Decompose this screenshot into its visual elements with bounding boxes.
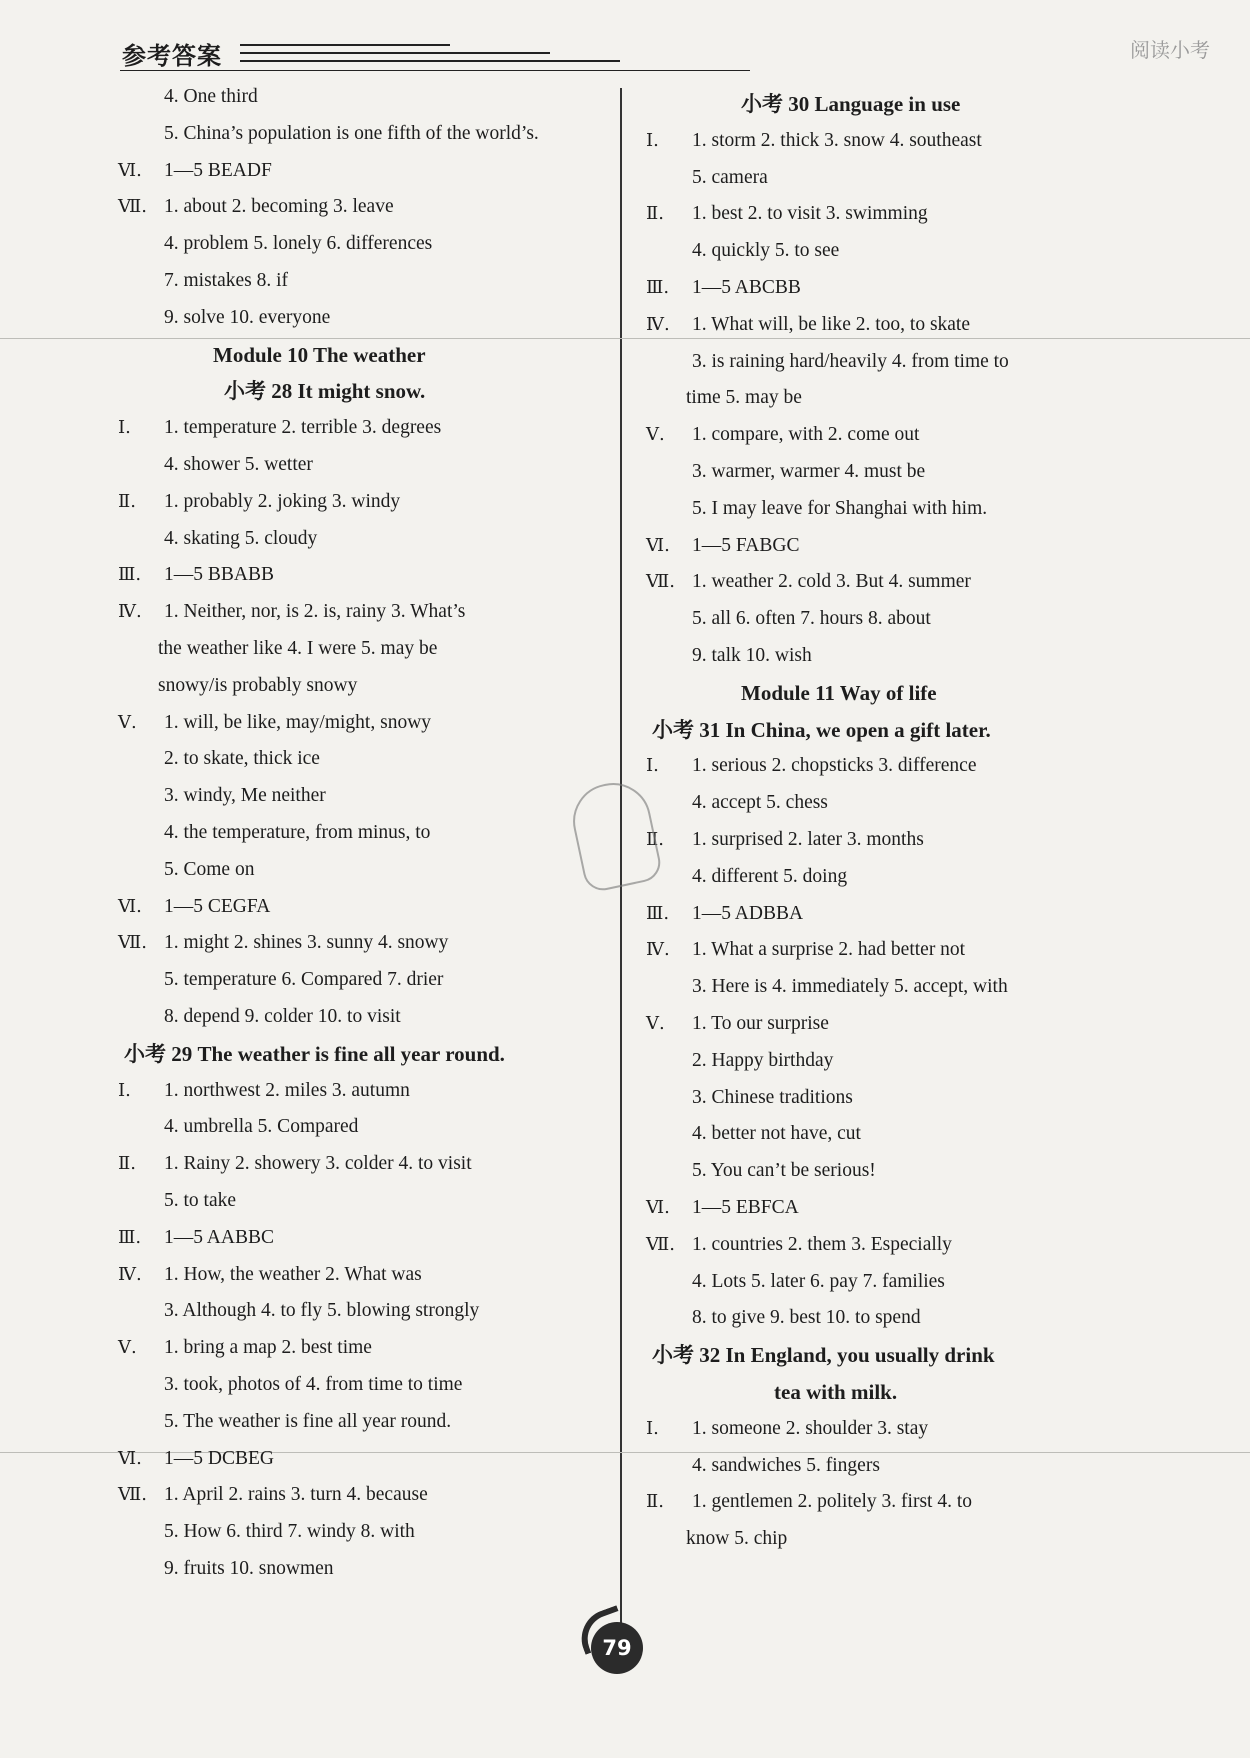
answer-text: 1. Rainy 2. showery 3. colder 4. to visit [164,1153,472,1175]
answer-line [692,862,847,892]
answer-text: 1. April 2. rains 3. turn 4. because [164,1484,428,1506]
answer-text: 1. someone 2. shoulder 3. stay [692,1417,929,1439]
section-heading [224,376,425,406]
answer-line [164,450,313,480]
answer-line [692,1451,880,1481]
roman-numeral: Ⅶ. [118,196,147,218]
answer-line [692,788,828,818]
answer-line [692,163,768,193]
answer-line [118,1333,372,1363]
answer-text: 1. serious 2. chopsticks 3. difference [692,755,977,777]
roman-numeral: Ⅱ. [646,203,664,225]
header-rule-2 [240,52,550,54]
answer-text: 4. better not have, cut [692,1123,861,1145]
answer-text: 5. all 6. often 7. hours 8. about [692,608,931,630]
roman-numeral: Ⅶ. [646,1233,675,1255]
answer-line [646,751,976,781]
answer-line [164,818,430,848]
answer-text: 3. windy, Me neither [164,785,326,807]
answer-text: 1. compare, with 2. come out [692,424,920,446]
answer-text: 3. Although 4. to fly 5. blowing strongly [164,1300,480,1322]
answer-text: 小考 32 In England, you usually drink [652,1343,995,1368]
answer-line [164,82,258,112]
answer-line [164,266,288,296]
roman-numeral: Ⅳ. [646,313,670,335]
answer-text: 1. How, the weather 2. What was [164,1263,422,1285]
answer-text: 2. to skate, thick ice [164,748,320,770]
page-header-title: 参考答案 [122,42,222,70]
answer-line [646,310,970,340]
answer-text: 1. bring a map 2. best time [164,1337,372,1359]
answer-text: 7. mistakes 8. if [164,270,289,291]
answer-text: 4. skating 5. cloudy [164,527,318,549]
answer-line [646,273,801,303]
answer-text: 5. Come on [164,858,255,880]
answer-text: 5. How 6. third 7. windy 8. with [164,1521,415,1543]
answer-line [118,1260,422,1290]
answer-text: 3. Here is 4. immediately 5. accept, with [692,976,1008,998]
answer-line [164,1554,334,1584]
answer-line [646,1009,829,1039]
answer-text: 4. sandwiches 5. fingers [692,1454,880,1476]
answer-line [118,928,448,958]
answer-text: 9. talk 10. wish [692,645,812,666]
answer-text: 4. One third [164,86,258,107]
answer-text: 2. Happy birthday [692,1049,834,1071]
answer-text: 1. surprised 2. later 3. months [692,829,924,850]
answer-text: 5. temperature 6. Compared 7. drier [164,969,444,991]
answer-line [646,420,919,450]
answer-text: 4. problem 5. lonely 6. differences [164,233,433,255]
answer-line [164,1002,401,1032]
answer-line [164,229,432,259]
answer-line [164,855,254,885]
answer-text: 1. To our surprise [692,1013,829,1034]
answer-text: 4. the temperature, from minus, to [164,822,431,843]
answer-line [164,744,320,774]
answer-text: 1. storm 2. thick 3. snow 4. southeast [692,129,982,151]
answer-line [692,1119,861,1149]
answer-line [118,156,272,186]
answer-line [164,1407,451,1437]
answer-text: 1—5 FABGC [692,534,800,556]
answer-text: 1—5 AABBC [164,1226,274,1248]
answer-line [164,1186,236,1216]
answer-text: snowy/is probably snowy [158,674,358,696]
section-heading [652,715,991,745]
answer-text: 1. weather 2. cold 3. But 4. summer [692,571,971,593]
answer-line [118,1076,410,1106]
answer-text: 1. might 2. shines 3. sunny 4. snowy [164,932,449,954]
header-rule-3 [240,60,620,62]
answer-line [164,1370,462,1400]
answer-text: 4. quickly 5. to see [692,240,840,262]
answer-text: time 5. may be [686,387,802,409]
answer-text: 1—5 ABCBB [692,277,801,298]
answer-text: 3. is raining hard/heavily 4. from time to [692,350,1009,372]
roman-numeral: Ⅲ. [118,564,142,586]
answer-text: 1—5 CEGFA [164,895,271,917]
answer-text: know 5. chip [686,1528,788,1550]
answer-text: 1. will, be like, may/might, snowy [164,711,432,733]
roman-numeral: Ⅵ. [118,895,142,917]
stamp-seal [566,776,664,894]
answer-line [692,1156,876,1186]
answer-text: 3. took, photos of 4. from time to time [164,1374,463,1395]
answer-line [118,1480,428,1510]
answer-text: 3. Chinese traditions [692,1086,853,1108]
header-corner-text: 阅读小考 [1130,38,1210,62]
answer-line [118,1444,274,1474]
answer-text: 5. camera [692,166,768,188]
answer-line [164,1296,479,1326]
answer-line [118,892,270,922]
answer-line [164,1517,415,1547]
roman-numeral: Ⅶ. [646,571,675,593]
answer-line [692,1046,833,1076]
roman-numeral: Ⅲ. [118,1226,142,1248]
roman-numeral: Ⅰ. [646,129,659,151]
roman-numeral: Ⅱ. [118,490,136,512]
answer-text: 5. China’s population is one fifth of the world’s. [164,122,539,144]
roman-numeral: Ⅰ. [646,755,659,777]
answer-text: 1. What a surprise 2. had better not [692,939,966,961]
section-heading [774,1377,897,1407]
answer-line [646,1414,928,1444]
roman-numeral: Ⅴ. [646,1013,665,1034]
answer-text: 1. gentlemen 2. politely 3. first 4. to [692,1491,972,1513]
answer-text: 小考 28 It might snow. [224,379,426,404]
answer-text: 8. to give 9. best 10. to spend [692,1307,921,1329]
answer-text: 5. The weather is fine all year round. [164,1410,452,1432]
answer-text: 1. probably 2. joking 3. windy [164,490,401,512]
answer-text: 8. depend 9. colder 10. to visit [164,1006,401,1027]
answer-line [646,1487,972,1517]
roman-numeral: Ⅶ. [118,1484,147,1506]
answer-line [692,1267,945,1297]
section-heading [124,1039,505,1069]
answer-line [164,119,539,149]
roman-numeral: Ⅱ. [646,1491,664,1513]
roman-numeral: Ⅴ. [118,711,137,733]
answer-line [164,1112,358,1142]
answer-text: 4. shower 5. wetter [164,454,313,475]
answer-text: 1—5 EBFCA [692,1197,799,1218]
answer-line [692,1083,853,1113]
answer-line [646,825,924,855]
answer-line [692,604,931,634]
roman-numeral: Ⅳ. [118,601,142,623]
answer-text: 4. umbrella 5. Compared [164,1116,359,1138]
answer-line [692,347,1009,377]
answer-text: the weather like 4. I were 5. may be [158,638,438,659]
answer-text: 小考 31 In China, we open a gift later. [652,717,991,742]
answer-line [646,126,982,156]
answer-text: Module 10 The weather [213,342,426,367]
roman-numeral: Ⅶ. [118,932,147,954]
answer-line [164,965,443,995]
header-rule-1 [240,44,450,46]
roman-numeral: Ⅵ. [118,159,142,181]
answer-text: 5. I may leave for Shanghai with him. [692,497,988,519]
roman-numeral: Ⅱ. [646,829,664,850]
answer-line [692,972,1008,1002]
answer-line [686,383,802,413]
answer-text: 1. about 2. becoming 3. leave [164,196,394,218]
answer-line [164,781,326,811]
roman-numeral: Ⅰ. [118,1079,131,1101]
answer-line [692,641,812,671]
answer-text: tea with milk. [774,1380,898,1404]
section-heading [741,89,960,119]
answer-text: 4. Lots 5. later 6. pay 7. families [692,1270,945,1292]
answer-line [646,199,928,229]
roman-numeral: Ⅵ. [118,1447,142,1469]
answer-line [646,1193,799,1223]
answer-text: Module 11 Way of life [741,680,937,705]
section-heading [652,1340,995,1370]
answer-line [118,597,465,627]
answer-line [164,303,330,333]
answer-text: 1—5 BEADF [164,159,272,181]
roman-numeral: Ⅳ. [646,939,670,961]
answer-line [646,531,799,561]
roman-numeral: Ⅴ. [118,1337,137,1359]
answer-text: 1. temperature 2. terrible 3. degrees [164,417,442,439]
answer-text: 1—5 BBABB [164,564,274,586]
roman-numeral: Ⅲ. [646,902,670,924]
answer-text: 1. What will, be like 2. too, to skate [692,313,971,335]
answer-line [646,1230,952,1260]
page-number: 79 [591,1622,643,1674]
roman-numeral: Ⅵ. [646,1197,670,1218]
answer-text: 1. best 2. to visit 3. swimming [692,203,928,225]
answer-text: 3. warmer, warmer 4. must be [692,461,926,482]
section-heading [741,678,937,708]
answer-text: 1. northwest 2. miles 3. autumn [164,1079,410,1101]
scan-fold-line [0,338,1250,339]
answer-line [692,236,839,266]
answer-text: 小考 29 The weather is fine all year round. [124,1041,505,1066]
answer-text: 4. different 5. doing [692,865,848,887]
answer-line [118,413,441,443]
answer-text: 1. Neither, nor, is 2. is, rainy 3. What’s [164,601,466,623]
answer-line [692,494,987,524]
answer-text: 9. fruits 10. snowmen [164,1558,334,1579]
answer-text: 9. solve 10. everyone [164,306,331,328]
roman-numeral: Ⅲ. [646,277,670,298]
answer-line [158,634,437,664]
roman-numeral: Ⅵ. [646,534,670,556]
answer-line [118,1223,274,1253]
answer-line [692,457,925,487]
answer-text: 1. countries 2. them 3. Especially [692,1233,952,1255]
answer-line [692,1303,921,1333]
answer-text: 1—5 ADBBA [692,902,804,924]
answer-line [646,567,971,597]
answer-line [646,899,803,929]
section-heading [213,340,426,370]
answer-line [118,192,394,222]
header-rule-4 [120,70,750,71]
answer-line [118,1149,472,1179]
answer-line [118,487,400,517]
answer-text: 5. to take [164,1190,237,1211]
roman-numeral: Ⅳ. [118,1263,142,1285]
answer-line [646,935,965,965]
answer-line [158,671,357,701]
roman-numeral: Ⅴ. [646,424,665,446]
answer-line [686,1524,787,1554]
answer-line [118,708,431,738]
roman-numeral: Ⅰ. [646,1417,659,1439]
roman-numeral: Ⅱ. [118,1153,136,1175]
answer-line [118,560,274,590]
answer-text: 小考 30 Language in use [741,92,961,116]
answer-text: 1—5 DCBEG [164,1447,274,1469]
answer-text: 4. accept 5. chess [692,792,828,814]
answer-line [164,524,317,554]
answer-text: 5. You can’t be serious! [692,1160,876,1182]
roman-numeral: Ⅰ. [118,417,131,439]
